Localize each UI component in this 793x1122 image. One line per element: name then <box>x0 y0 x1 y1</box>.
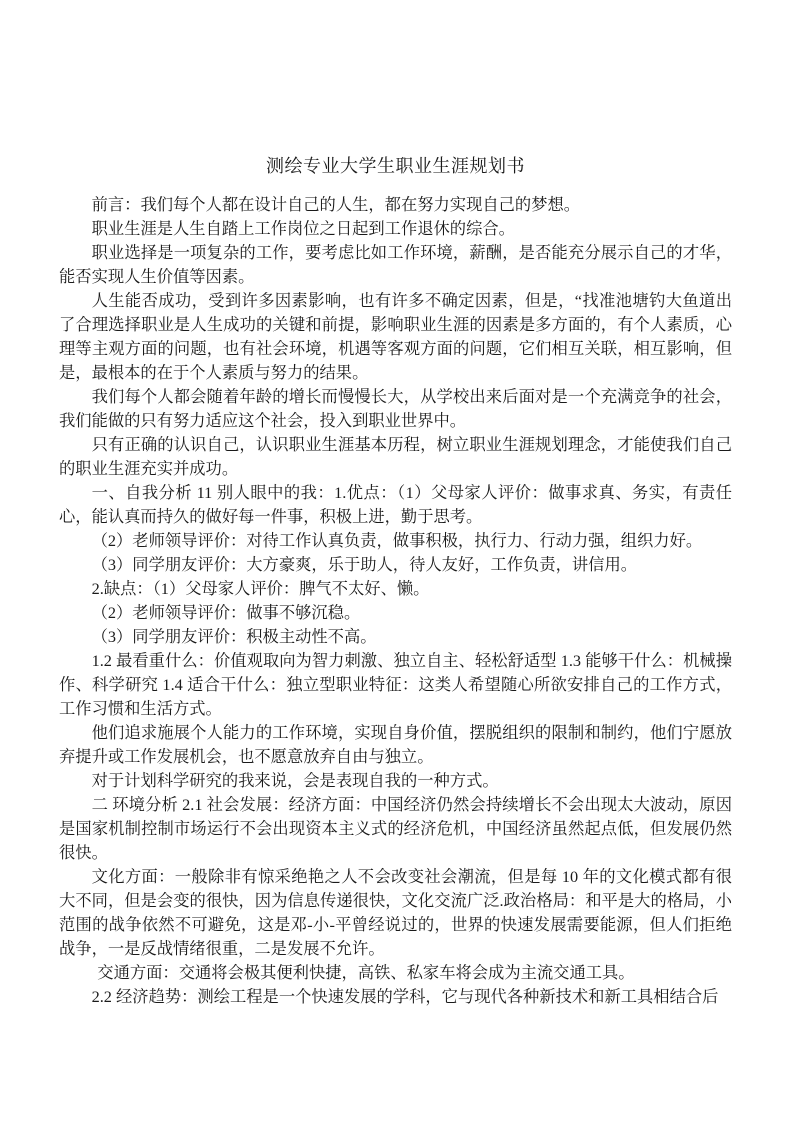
paragraph: 职业生涯是人生自踏上工作岗位之日起到工作退休的综合。 <box>91 219 515 238</box>
paragraph: 对于计划科学研究的我来说，会是表现自我的一种方式。 <box>91 771 499 790</box>
paragraph-self-analysis: 一、自我分析 11 别人眼中的我：1.优点：（1）父母家人评价：做事求真、务实，有责任心，能认真而持久的做好每一件事，积极上进，勤于思考。 <box>59 483 732 526</box>
document-title: 测绘专业大学生职业生涯规划书 <box>266 156 525 176</box>
paragraph: 人生能否成功，受到许多因素影响，也有许多不确定因素，但是，“找准池塘钓大鱼道出了合理选择职业是人生成功的关键和前提，影响职业生涯的因素是多方面的，有个人素质，心理等主观方面的问题，也有社会环境，机遇等客观方面的问题，它们相互关联，相互影响，但是，最根本的在于个人素质与努力的结果。 <box>59 291 732 382</box>
paragraph: 职业选择是一项复杂的工作，要考虑比如工作环境，薪酬，是否能充分展示自己的才华，能否实现人生价值等因素。 <box>59 243 732 286</box>
paragraph: （2）老师领导评价：做事不够沉稳。 <box>91 603 361 622</box>
paragraph: 他们追求施展个人能力的工作环境，实现自身价值，摆脱组织的限制和制约，他们宁愿放弃提升或工作发展机会，也不愿意放弃自由与独立。 <box>59 723 732 766</box>
paragraph: 我们每个人都会随着年龄的增长而慢慢长大，从学校出来后面对是一个充满竞争的社会，我们能做的只有努力适应这个社会，投入到职业世界中。 <box>59 387 732 430</box>
paragraph: 1.2 最看重什么：价值观取向为智力刺激、独立自主、轻松舒适型 1.3 能够干什么：机械操作、科学研究 1.4 适合干什么：独立型职业特征：这类人希望随心所欲安排自己的工作方式，工作习惯和生活方式。 <box>59 651 732 718</box>
paragraph-transport: 交通方面：交通将会极其便利快捷，高铁、私家车将会成为主流交通工具。 <box>97 963 635 982</box>
paragraph: 只有正确的认识自己，认识职业生涯基本历程，树立职业生涯规划理念，才能使我们自己的职业生涯充实并成功。 <box>59 435 732 478</box>
paragraph-economic-trend: 2.2 经济趋势：测绘工程是一个快速发展的学科，它与现代各种新技术和新工具相结合后 <box>91 987 719 1006</box>
paragraph: 2.缺点：（1）父母家人评价：脾气不太好、懒。 <box>91 579 430 598</box>
document-content <box>59 154 732 1009</box>
paragraph-environment-analysis: 二 环境分析 2.1 社会发展：经济方面：中国经济仍然会持续增长不会出现太大波动，原因是国家机制控制市场运行不会出现资本主义式的经济危机，中国经济虽然起点低，但发展仍然很快。 <box>59 795 732 862</box>
paragraph: （3）同学朋友评价：积极主动性不高。 <box>91 627 377 646</box>
paragraph-foreword: 前言：我们每个人都在设计自己的人生，都在努力实现自己的梦想。 <box>91 195 581 214</box>
paragraph: （3）同学朋友评价：大方豪爽，乐于助人，待人友好，工作负责，讲信用。 <box>91 555 638 574</box>
paragraph: 文化方面：一般除非有惊采绝艳之人不会改变社会潮流，但是每 10 年的文化模式都有很大不同，但是会变的很快，因为信息传递很快，文化交流广泛.政治格局：和平是大的格局，小范围的战争依然不可避免，这是邓-小-平曾经说过的，世界的快速发展需要能源，但人们拒绝战争，一是反战情绪很重，二是发展不允许。 <box>59 867 732 958</box>
paragraph: （2）老师领导评价：对待工作认真负责，做事积极，执行力、行动力强，组织力好。 <box>91 531 703 550</box>
